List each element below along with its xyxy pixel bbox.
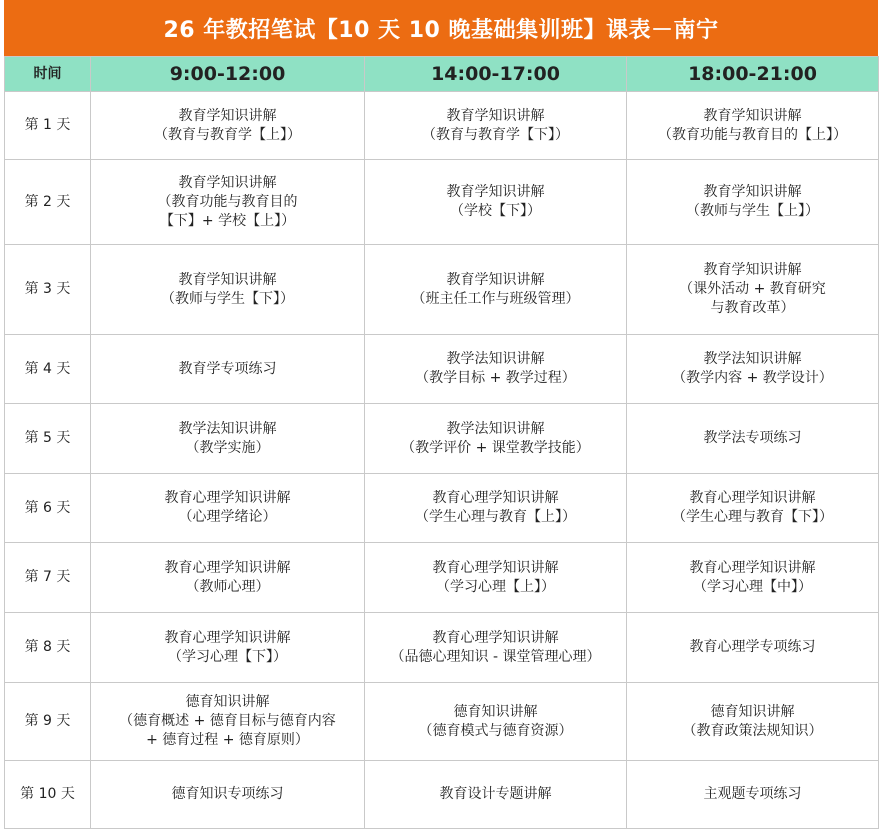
session-text: 教育心理学知识讲解: [689, 490, 816, 506]
session-cell-afternoon: [365, 92, 627, 160]
day-label: 第 8 天: [5, 613, 91, 683]
session-cell-afternoon: [365, 245, 627, 335]
session-text: 教育学知识讲解: [446, 184, 545, 200]
session-cell-evening: [627, 404, 879, 474]
table-row: [5, 245, 879, 335]
session-text: （教学评价 + 课堂教学技能）: [401, 439, 590, 456]
day-label: 第 10 天: [5, 761, 91, 829]
session-text: 教育学知识讲解: [178, 107, 277, 124]
day-label: 第 7 天: [5, 543, 91, 613]
session-text: 教育学知识讲解: [703, 107, 802, 124]
session-text: 教育心理学知识讲解: [432, 629, 559, 646]
page-title: 26 年教招笔试【10 天 10 晚基础集训班】课表－南宁: [4, 0, 878, 56]
session-cell-morning: [91, 543, 365, 613]
table-row: [5, 474, 879, 543]
session-cell-morning: [91, 335, 365, 404]
session-text: （教学实施）: [185, 439, 270, 456]
session-text: （德育概述 + 德育目标与德育内容: [119, 713, 336, 729]
session-text: 教育学知识讲解: [178, 174, 277, 191]
session-cell-morning: [91, 474, 365, 543]
session-text: （教育与教育学【下】）: [422, 126, 569, 143]
session-text: 德育知识专项练习: [171, 786, 284, 802]
session-text: （课外活动 + 教育研究: [679, 281, 826, 297]
day-label: 第 4 天: [5, 335, 91, 404]
session-text: + 德育过程 + 德育原则）: [146, 732, 309, 748]
day-label: 第 2 天: [5, 160, 91, 245]
schedule-body: [5, 92, 879, 829]
session-text: （教师心理）: [185, 578, 270, 595]
session-text: 与教育改革）: [710, 300, 795, 316]
session-text: 教育心理学知识讲解: [164, 490, 291, 506]
day-label: 第 3 天: [5, 245, 91, 335]
session-text: （教学内容 + 教学设计）: [672, 370, 833, 386]
table-row: [5, 404, 879, 474]
session-text: 【下】+ 学校【上】）: [159, 212, 296, 229]
session-text: （学习心理【下】）: [168, 648, 287, 665]
session-cell-afternoon: [365, 160, 627, 245]
session-text: （教育功能与教育目的: [157, 193, 298, 210]
session-text: 德育知识讲解: [453, 703, 538, 720]
session-cell-morning: [91, 92, 365, 160]
session-cell-evening: [627, 613, 879, 683]
day-label: 第 1 天: [5, 92, 91, 160]
table-row: [5, 160, 879, 245]
session-cell-evening: [627, 92, 879, 160]
session-cell-afternoon: [365, 335, 627, 404]
session-text: 教学法专项练习: [703, 430, 802, 446]
session-cell-afternoon: [365, 474, 627, 543]
session-cell-morning: [91, 761, 365, 829]
session-text: 教育心理学知识讲解: [164, 559, 291, 576]
session-cell-afternoon: [365, 761, 627, 829]
header-slot-afternoon: 14:00-17:00: [365, 57, 627, 92]
session-text: （教育功能与教育目的【上】）: [658, 126, 847, 143]
session-text: 教育心理学知识讲解: [164, 629, 291, 646]
session-text: （学生心理与教育【上】）: [415, 509, 576, 525]
session-text: 教育学知识讲解: [178, 271, 277, 288]
session-cell-afternoon: [365, 613, 627, 683]
session-cell-evening: [627, 683, 879, 761]
session-text: 教育学知识讲解: [703, 184, 802, 200]
header-slot-morning: 9:00-12:00: [91, 57, 365, 92]
schedule-table: [4, 56, 879, 829]
session-text: 教育设计专题讲解: [439, 786, 552, 802]
session-text: 教育学知识讲解: [703, 262, 802, 278]
session-cell-evening: [627, 761, 879, 829]
table-row: [5, 543, 879, 613]
session-text: 教育学知识讲解: [446, 271, 545, 288]
session-cell-evening: [627, 335, 879, 404]
day-label: 第 6 天: [5, 474, 91, 543]
session-cell-evening: [627, 474, 879, 543]
header-slot-evening: 18:00-21:00: [627, 57, 879, 92]
session-text: 德育知识讲解: [710, 703, 795, 720]
session-text: （教学目标 + 教学过程）: [415, 370, 576, 386]
session-text: 教育心理学专项练习: [689, 639, 816, 655]
table-row: [5, 761, 879, 829]
table-row: [5, 92, 879, 160]
day-label: 第 9 天: [5, 683, 91, 761]
session-cell-afternoon: [365, 683, 627, 761]
session-cell-morning: [91, 683, 365, 761]
session-cell-afternoon: [365, 543, 627, 613]
session-text: （学习心理【中】）: [693, 578, 812, 595]
session-text: 教育心理学知识讲解: [432, 559, 559, 576]
table-row: [5, 683, 879, 761]
session-cell-afternoon: [365, 404, 627, 474]
session-text: 教学法知识讲解: [703, 351, 802, 367]
header-day: 时间: [5, 57, 91, 92]
session-text: 德育知识讲解: [185, 694, 270, 710]
session-text: （学校【下】）: [450, 203, 541, 219]
session-text: （教师与学生【上】）: [686, 203, 819, 219]
table-row: [5, 613, 879, 683]
session-cell-morning: [91, 613, 365, 683]
session-text: 教学法知识讲解: [446, 420, 545, 437]
session-text: （教师与学生【下】）: [161, 290, 294, 307]
session-cell-evening: [627, 160, 879, 245]
session-text: （教育政策法规知识）: [682, 722, 823, 739]
session-cell-morning: [91, 245, 365, 335]
day-label: 第 5 天: [5, 404, 91, 474]
session-text: 主观题专项练习: [703, 786, 802, 802]
session-text: 教育学知识讲解: [446, 107, 545, 124]
session-cell-morning: [91, 160, 365, 245]
session-text: （品德心理知识 - 课堂管理心理）: [390, 648, 601, 665]
session-text: 教育心理学知识讲解: [689, 559, 816, 576]
session-text: （学生心理与教育【下】）: [672, 509, 833, 525]
session-text: （德育模式与德育资源）: [418, 722, 573, 739]
session-text: 教育学专项练习: [178, 360, 277, 377]
session-cell-evening: [627, 543, 879, 613]
session-cell-evening: [627, 245, 879, 335]
session-text: （班主任工作与班级管理）: [411, 290, 580, 307]
session-text: 教学法知识讲解: [178, 420, 277, 437]
session-text: （学习心理【上】）: [436, 578, 555, 595]
table-row: [5, 335, 879, 404]
header-row: [5, 57, 879, 92]
session-text: （心理学绪论）: [178, 509, 277, 525]
session-text: 教育心理学知识讲解: [432, 490, 559, 506]
session-text: 教学法知识讲解: [446, 351, 545, 367]
session-cell-morning: [91, 404, 365, 474]
session-text: （教育与教育学【上】）: [154, 126, 301, 143]
